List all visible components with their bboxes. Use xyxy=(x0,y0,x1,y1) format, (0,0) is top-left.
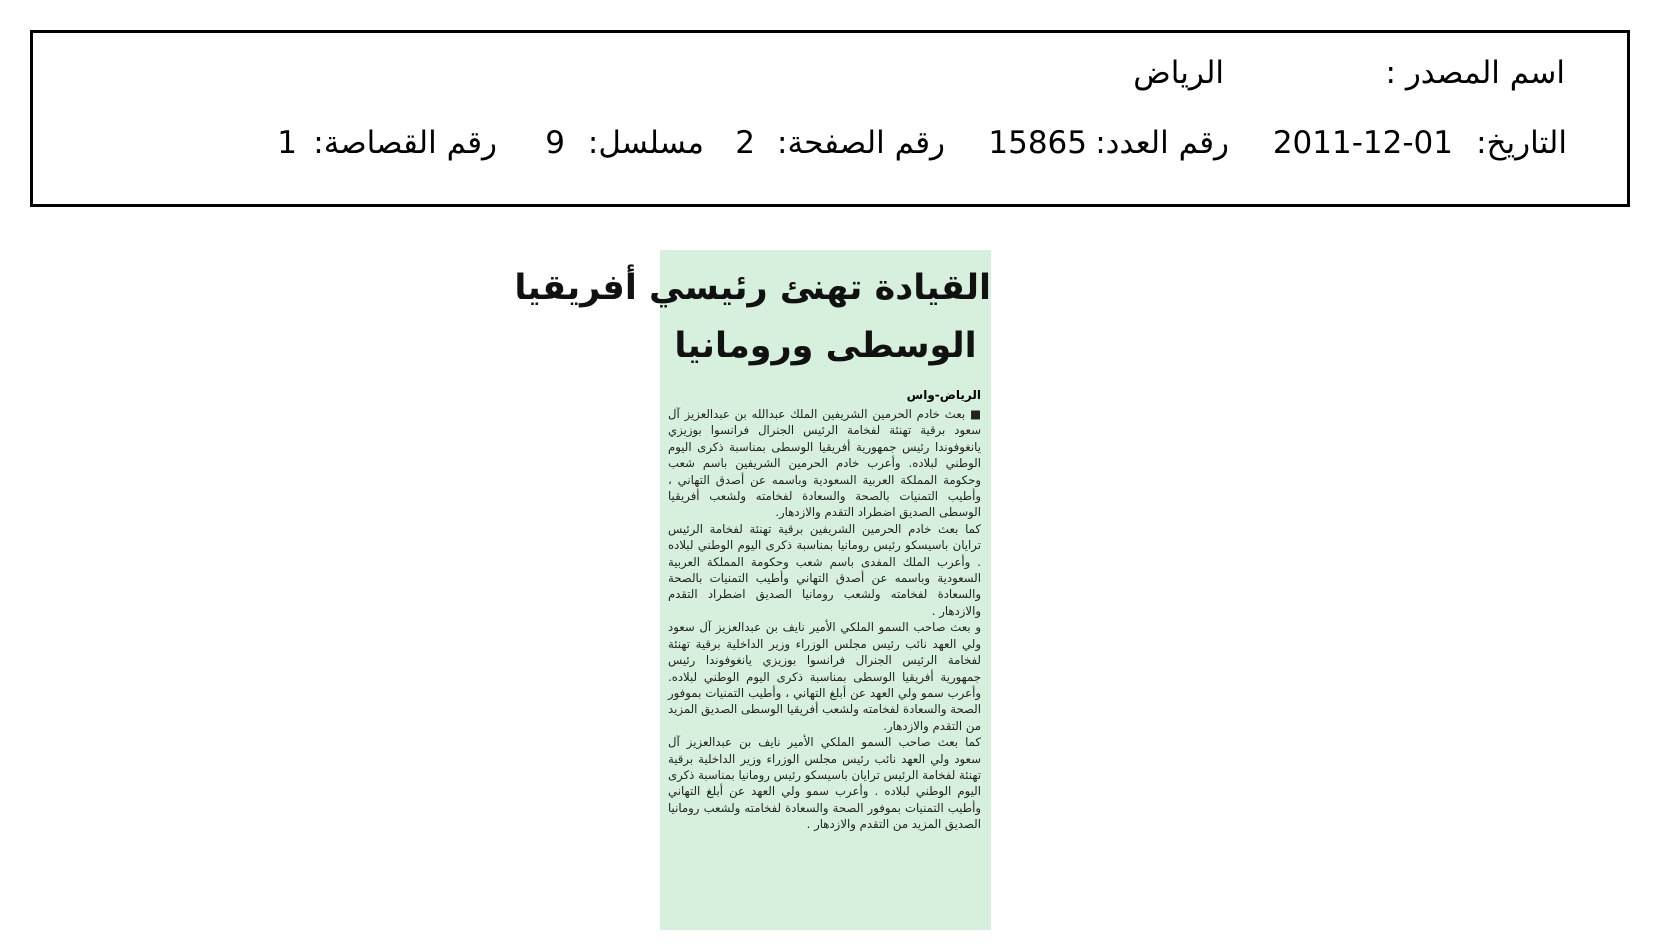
headline-line-1: القيادة تهنئ رئيسي أفريقيا xyxy=(514,268,991,308)
article-dateline: الرياض-واس xyxy=(906,388,981,402)
page-label: رقم الصفحة: xyxy=(777,125,945,161)
article-paragraph: و بعث صاحب السمو الملكي الأمير نايف بن عبدالعزيز آل سعود ولي العهد نائب رئيس مجلس الوزراء وزير الداخلية برقية تهنئة لفخامة الرئيس الجنرال فرانسوا بوزيزي يانغوفوندا رئيس جمهورية أفريقيا الوسطى بمناسبة ذكرى اليوم الوطني لبلاده. وأعرب سمو ولي العهد عن أبلغ التهاني ، وأطيب التمنيات بموفور الصحة والسعادة لفخامته ولشعب أفريقيا الوسطى الصديق المزيد من التقدم والازدهار. xyxy=(668,620,981,733)
source-value: الرياض xyxy=(1133,55,1224,91)
page-value: 2 xyxy=(735,125,755,161)
article-paragraph: كما بعث خادم الحرمين الشريفين برقية تهنئة لفخامة الرئيس ترايان باسيسكو رئيس رومانيا بمناسبة ذكرى اليوم الوطني لبلاده . وأعرب الملك المفدى باسم شعب وحكومة المملكة العربية السعودية وباسمه عن أصدق التهاني وأطيب التمنيات بالصحة والسعادة لفخامته ولشعب رومانيا الصديق اضطراد التقدم والازدهار . xyxy=(668,521,981,618)
date-label: التاريخ: xyxy=(1476,125,1567,161)
article-paragraph: كما بعث صاحب السمو الملكي الأمير نايف بن عبدالعزيز آل سعود ولي العهد نائب رئيس مجلس الوزراء وزير الداخلية برقية تهنئة لفخامة الرئيس ترايان باسيسكو رئيس رومانيا بمناسبة ذكرى اليوم الوطني لبلاده . وأعرب سمو ولي العهد عن أبلغ التهاني وأطيب التمنيات بموفور الصحة والسعادة لفخامته ولشعب رومانيا الصديق المزيد من التقدم والازدهار . xyxy=(668,735,981,832)
headline-line-2: الوسطى ورومانيا xyxy=(674,326,977,366)
clip-value: 1 xyxy=(277,125,297,161)
serial-label: مسلسل: xyxy=(587,125,704,161)
clip-label: رقم القصاصة: xyxy=(313,125,497,161)
header-box xyxy=(30,30,1630,207)
issue-value: 15865 xyxy=(988,125,1087,161)
source-label: اسم المصدر : xyxy=(1385,55,1565,91)
date-value: 2011-12-01 xyxy=(1272,125,1453,161)
article-paragraph: ■ بعث خادم الحرمين الشريفين الملك عبدالله بن عبدالعزيز آل سعود برقية تهنئة لفخامة الرئيس الجنرال فرانسوا بوزيزي يانغوفوندا رئيس جمهورية أفريقيا الوسطى بمناسبة ذكرى اليوم الوطني لبلاده. وأعرب خادم الحرمين الشريفين باسم شعب وحكومة المملكة العربية السعودية وباسمه عن أصدق التهاني ، وأطيب التمنيات بالصحة والسعادة لفخامته ولشعب أفريقيا الوسطى الصديق اضطراد التقدم والازدهار. xyxy=(668,407,981,520)
article-body xyxy=(668,406,981,833)
issue-label: رقم العدد: xyxy=(1095,125,1229,161)
news-clipping xyxy=(514,250,991,930)
serial-value: 9 xyxy=(545,125,565,161)
